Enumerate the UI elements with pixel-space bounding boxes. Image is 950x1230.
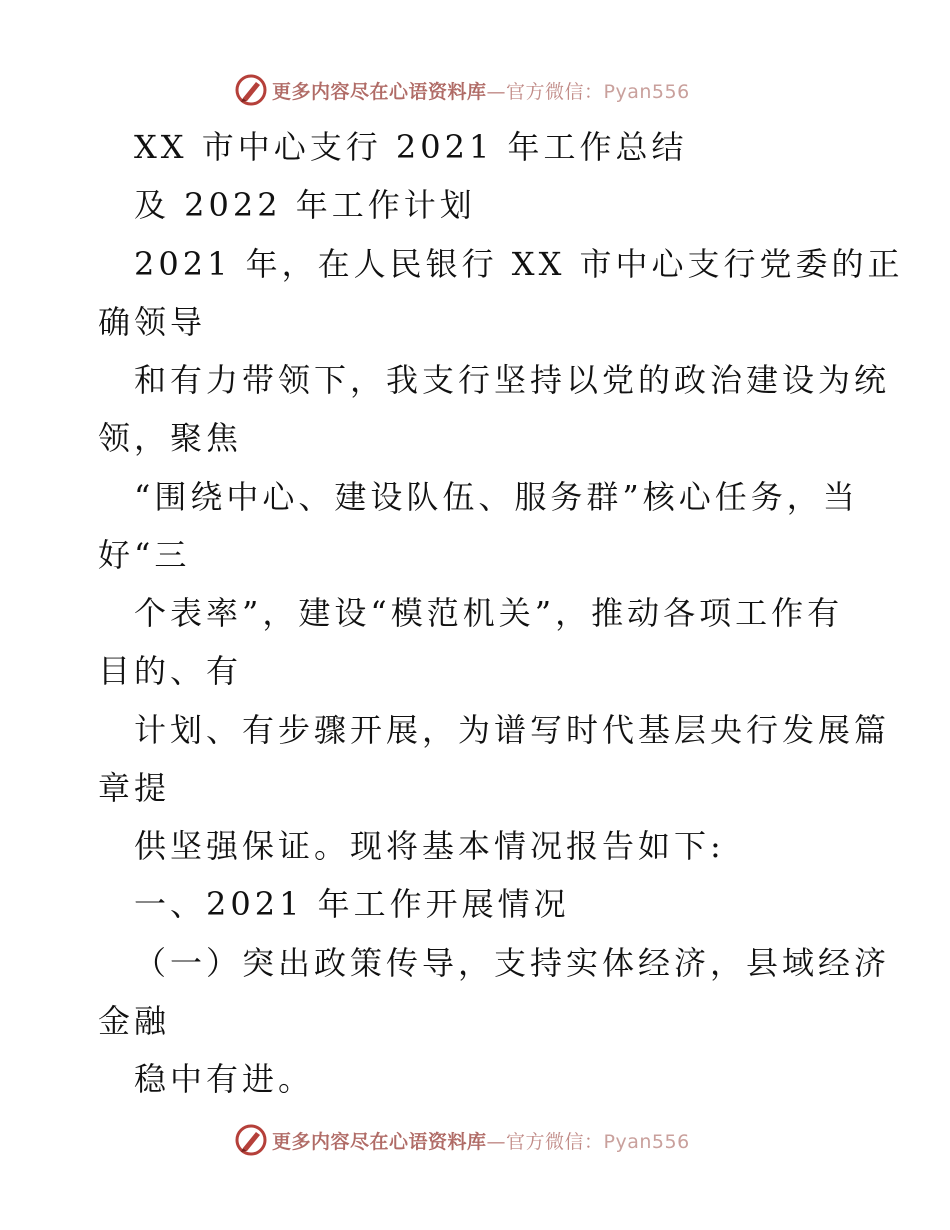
watermark-account: Pyan556 [603, 80, 690, 103]
watermark-text [272, 1127, 690, 1154]
paragraph-line: 好“三 [98, 536, 191, 574]
subsection-heading: （一）突出政策传导，支持实体经济，县域经济 [134, 944, 891, 982]
section-heading: 一、2021 年工作开展情况 [134, 885, 570, 923]
paragraph-line: 目的、有 [98, 652, 243, 690]
subsection-heading-cont: 金融 [98, 1002, 171, 1040]
watermark-suffix: 官方微信： [506, 80, 604, 103]
paragraph-line: 和有力带领下，我支行坚持以党的政治建设为统 [134, 361, 891, 399]
watermark-text [272, 77, 690, 104]
watermark-brand: 更多内容尽在心语资料库 [272, 80, 487, 103]
watermark-dash: — [486, 1130, 507, 1153]
footer-watermark [234, 1122, 690, 1158]
watermark-suffix: 官方微信： [506, 1130, 604, 1153]
pen-logo-icon [234, 1123, 268, 1157]
paragraph-line: 章提 [98, 769, 171, 807]
watermark-dash: — [486, 80, 507, 103]
paragraph-line: 计划、有步骤开展，为谱写时代基层央行发展篇 [134, 711, 891, 749]
watermark-account: Pyan556 [603, 1130, 690, 1153]
watermark-brand: 更多内容尽在心语资料库 [272, 1130, 487, 1153]
paragraph-line: “围绕中心、建设队伍、服务群”核心任务，当 [134, 478, 859, 516]
paragraph-line: 确领导 [98, 303, 207, 341]
header-watermark [234, 72, 690, 108]
subsection-heading-cont: 稳中有进。 [134, 1060, 315, 1098]
pen-logo-icon [234, 73, 268, 107]
title-line-2: 及 2022 年工作计划 [134, 186, 476, 224]
paragraph-line: 个表率”，建设“模范机关”，推动各项工作有 [134, 594, 844, 632]
paragraph-line: 供坚强保证。现将基本情况报告如下: [134, 827, 725, 865]
paragraph-line: 领，聚焦 [98, 419, 243, 457]
paragraph-line: 2021 年，在人民银行 XX 市中心支行党委的正 [134, 245, 904, 283]
title-line-1: XX 市中心支行 2021 年工作总结 [134, 128, 688, 166]
